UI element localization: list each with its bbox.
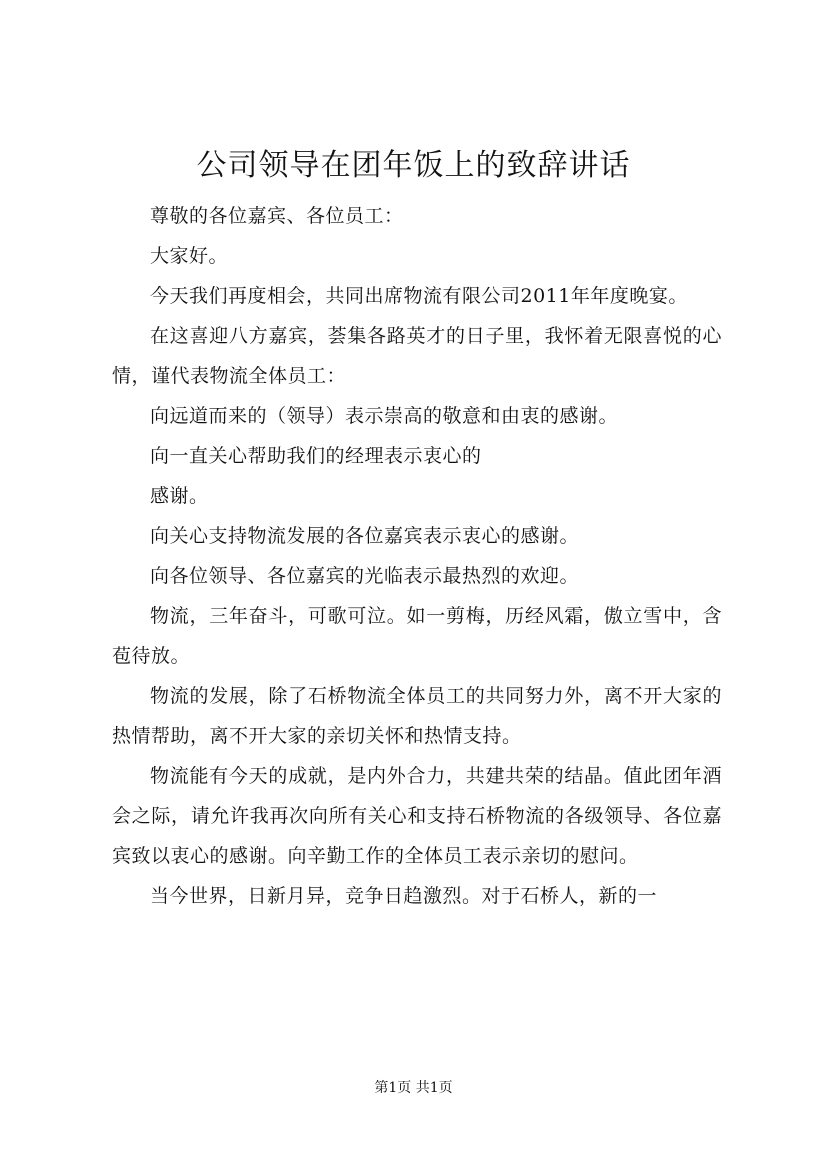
document-title: 公司领导在团年饭上的致辞讲话	[196, 148, 631, 183]
paragraph: 当今世界，日新月异，竞争日趋激烈。对于石桥人，新的一	[150, 885, 658, 907]
paragraph: 物流能有今天的成就，是内外合力，共建共荣的结晶。值此团年酒会之际，请允许我再次向所有关心和支持石桥物流的各级领导、各位嘉宾致以衷心的感谢。向辛勤工作的全体员工表示亲切的慰问。	[112, 765, 722, 867]
paragraph: 物流，三年奋斗，可歌可泣。如一剪梅，历经风霜，傲立雪中，含苞待放。	[112, 605, 722, 667]
paragraph: 感谢。	[150, 485, 209, 507]
paragraph: 今天我们再度相会，共同出席物流有限公司2011年年度晚宴。	[150, 285, 688, 307]
document-body	[112, 196, 722, 916]
paragraph-salutation: 尊敬的各位嘉宾、各位员工：	[150, 205, 404, 227]
paragraph-greeting: 大家好。	[150, 245, 229, 267]
paragraph: 向各位领导、各位嘉宾的光临表示最热烈的欢迎。	[150, 565, 580, 587]
paragraph: 向远道而来的（领导）表示崇高的敬意和由衷的感谢。	[150, 405, 619, 427]
paragraph: 在这喜迎八方嘉宾，荟集各路英才的日子里，我怀着无限喜悦的心情，谨代表物流全体员工：	[112, 325, 722, 387]
paragraph: 向一直关心帮助我们的经理表示衷心的	[150, 445, 482, 467]
paragraph: 向关心支持物流发展的各位嘉宾表示衷心的感谢。	[150, 525, 580, 547]
page-number-footer: 第1页 共1页	[374, 1080, 453, 1096]
paragraph: 物流的发展，除了石桥物流全体员工的共同努力外，离不开大家的热情帮助，离不开大家的亲切关怀和热情支持。	[112, 685, 722, 747]
